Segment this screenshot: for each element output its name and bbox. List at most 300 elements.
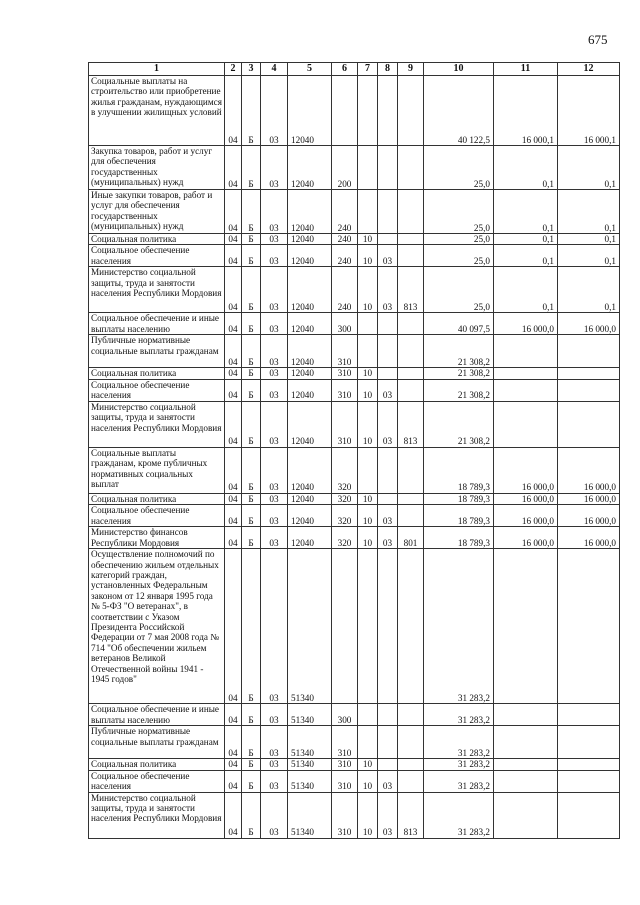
cell-col-7	[358, 76, 378, 146]
cell-col-12	[558, 770, 620, 792]
cell-col-11	[494, 704, 558, 726]
row-name	[89, 527, 225, 549]
cell-col-6: 300	[332, 704, 358, 726]
row-name-text: Министерство социальной защиты, труда и занятости населения Республики Мордовия	[91, 792, 222, 824]
row-name	[89, 549, 225, 704]
cell-col-8: 03	[378, 245, 398, 267]
cell-col-4: 03	[261, 245, 288, 267]
cell-col-2: 04	[225, 505, 242, 527]
cell-col-8: 03	[378, 267, 398, 313]
cell-col-2: 04	[225, 527, 242, 549]
cell-col-8	[378, 549, 398, 704]
cell-col-11	[494, 379, 558, 401]
cell-col-9	[398, 146, 424, 190]
cell-col-11	[494, 335, 558, 368]
cell-col-4: 03	[261, 379, 288, 401]
cell-col-6: 310	[332, 379, 358, 401]
cell-col-9	[398, 505, 424, 527]
cell-col-3: Б	[242, 527, 261, 549]
cell-col-5: 12040	[288, 146, 332, 190]
cell-col-3: Б	[242, 245, 261, 267]
cell-col-9: 801	[398, 527, 424, 549]
row-name	[89, 379, 225, 401]
cell-col-5: 12040	[288, 447, 332, 493]
row-name	[89, 792, 225, 838]
cell-col-11: 0,1	[494, 245, 558, 267]
cell-col-2: 04	[225, 313, 242, 335]
table-row	[89, 234, 620, 245]
cell-col-10: 31 283,2	[424, 704, 494, 726]
cell-col-11	[494, 792, 558, 838]
row-name-text: Министерство социальной защиты, труда и занятости населения Республики Мордовия	[91, 401, 222, 433]
cell-col-5: 12040	[288, 313, 332, 335]
cell-col-3: Б	[242, 704, 261, 726]
cell-col-11: 0,1	[494, 146, 558, 190]
budget-table	[88, 62, 620, 839]
cell-col-5: 12040	[288, 368, 332, 379]
cell-col-5: 51340	[288, 549, 332, 704]
cell-col-10: 25,0	[424, 146, 494, 190]
cell-col-9	[398, 379, 424, 401]
header-row	[89, 63, 620, 76]
cell-col-10: 18 789,3	[424, 493, 494, 504]
cell-col-7	[358, 313, 378, 335]
cell-col-3: Б	[242, 759, 261, 770]
cell-col-3: Б	[242, 379, 261, 401]
cell-col-4: 03	[261, 759, 288, 770]
cell-col-8	[378, 313, 398, 335]
cell-col-10: 21 308,2	[424, 379, 494, 401]
row-name	[89, 76, 225, 146]
cell-col-9	[398, 245, 424, 267]
cell-col-11	[494, 368, 558, 379]
cell-col-10: 25,0	[424, 234, 494, 245]
row-name-text: Министерство социальной защиты, труда и занятости населения Республики Мордовия	[91, 267, 222, 299]
cell-col-10: 21 308,2	[424, 335, 494, 368]
cell-col-5: 12040	[288, 493, 332, 504]
cell-col-5: 51340	[288, 704, 332, 726]
cell-col-8	[378, 726, 398, 759]
cell-col-11	[494, 549, 558, 704]
table-row	[89, 704, 620, 726]
cell-col-7	[358, 726, 378, 759]
cell-col-11: 16 000,0	[494, 493, 558, 504]
cell-col-5: 12040	[288, 234, 332, 245]
cell-col-12	[558, 368, 620, 379]
cell-col-4: 03	[261, 792, 288, 838]
column-header-3: 3	[242, 63, 261, 76]
cell-col-4: 03	[261, 505, 288, 527]
row-name-text: Социальная политика	[91, 759, 177, 770]
cell-col-10: 18 789,3	[424, 527, 494, 549]
cell-col-9	[398, 447, 424, 493]
cell-col-5: 51340	[288, 759, 332, 770]
cell-col-7: 10	[358, 505, 378, 527]
cell-col-3: Б	[242, 447, 261, 493]
cell-col-2: 04	[225, 726, 242, 759]
cell-col-6: 240	[332, 234, 358, 245]
cell-col-10: 21 308,2	[424, 368, 494, 379]
cell-col-2: 04	[225, 76, 242, 146]
cell-col-12: 16 000,0	[558, 505, 620, 527]
row-name-text: Публичные нормативные социальные выплаты гражданам	[91, 335, 219, 356]
row-name-text: Осуществление полномочий по обеспечению жильем отдельных категорий граждан, установленных Федеральным законом от 12 января 1995 года № 5-ФЗ "О ветеранах", в соответствии с Указом Президента Российской Федерации от 7 мая 2008 года № 714 "Об обеспечении жильем ветеранов Великой Отечественной войны 1941 - 1945 годов"	[91, 549, 220, 685]
row-name-text: Социальные выплаты на строительство или приобретение жилья гражданам, нуждающимся в улучшении жилищных условий	[91, 76, 222, 118]
cell-col-3: Б	[242, 726, 261, 759]
cell-col-4: 03	[261, 726, 288, 759]
cell-col-8: 03	[378, 505, 398, 527]
row-name-text: Социальная политика	[91, 368, 177, 379]
cell-col-10: 31 283,2	[424, 759, 494, 770]
cell-col-2: 04	[225, 245, 242, 267]
cell-col-9: 813	[398, 401, 424, 447]
cell-col-12: 0,1	[558, 234, 620, 245]
cell-col-4: 03	[261, 234, 288, 245]
column-header-5: 5	[288, 63, 332, 76]
cell-col-4: 03	[261, 770, 288, 792]
cell-col-7: 10	[358, 792, 378, 838]
row-name-text: Социальное обеспечение населения	[91, 505, 190, 526]
cell-col-9	[398, 549, 424, 704]
row-name-text: Министерство финансов Республики Мордовия	[91, 527, 188, 548]
cell-col-9: 813	[398, 267, 424, 313]
cell-col-3: Б	[242, 234, 261, 245]
cell-col-2: 04	[225, 759, 242, 770]
cell-col-7: 10	[358, 245, 378, 267]
cell-col-4: 03	[261, 527, 288, 549]
row-name-text: Иные закупки товаров, работ и услуг для обеспечения государственных (муниципальных) нужд	[91, 190, 213, 232]
cell-col-4: 03	[261, 190, 288, 234]
cell-col-3: Б	[242, 368, 261, 379]
cell-col-3: Б	[242, 770, 261, 792]
cell-col-12	[558, 704, 620, 726]
row-name-text: Публичные нормативные социальные выплаты гражданам	[91, 726, 219, 747]
column-header-8: 8	[378, 63, 398, 76]
cell-col-10: 21 308,2	[424, 401, 494, 447]
cell-col-6: 310	[332, 401, 358, 447]
table-body	[89, 76, 620, 839]
cell-col-11: 16 000,1	[494, 76, 558, 146]
column-header-12: 12	[558, 63, 620, 76]
row-name-text: Социальное обеспечение населения	[91, 379, 190, 401]
cell-col-5: 12040	[288, 401, 332, 447]
cell-col-11	[494, 401, 558, 447]
table-row	[89, 313, 620, 335]
page-number: 675	[588, 32, 608, 47]
cell-col-5: 51340	[288, 792, 332, 838]
cell-col-6: 240	[332, 245, 358, 267]
cell-col-6: 240	[332, 267, 358, 313]
row-name	[89, 313, 225, 335]
cell-col-2: 04	[225, 379, 242, 401]
cell-col-2: 04	[225, 190, 242, 234]
cell-col-7: 10	[358, 379, 378, 401]
cell-col-7	[358, 549, 378, 704]
row-name	[89, 335, 225, 368]
table-row	[89, 549, 620, 704]
column-header-2: 2	[225, 63, 242, 76]
row-name	[89, 267, 225, 313]
cell-col-10: 31 283,2	[424, 770, 494, 792]
row-name-text: Закупка товаров, работ и услуг для обеспечения государственных (муниципальных) нужд	[91, 146, 213, 188]
cell-col-7: 10	[358, 267, 378, 313]
table-row	[89, 368, 620, 379]
column-header-9: 9	[398, 63, 424, 76]
cell-col-10: 40 097,5	[424, 313, 494, 335]
cell-col-8	[378, 447, 398, 493]
row-name	[89, 190, 225, 234]
cell-col-4: 03	[261, 146, 288, 190]
table-row	[89, 505, 620, 527]
cell-col-8	[378, 146, 398, 190]
cell-col-3: Б	[242, 76, 261, 146]
cell-col-3: Б	[242, 792, 261, 838]
cell-col-6	[332, 549, 358, 704]
cell-col-12	[558, 379, 620, 401]
cell-col-10: 40 122,5	[424, 76, 494, 146]
row-name-text: Социальное обеспечение населения	[91, 770, 190, 792]
cell-col-4: 03	[261, 401, 288, 447]
cell-col-7: 10	[358, 493, 378, 504]
cell-col-12	[558, 726, 620, 759]
cell-col-11: 16 000,0	[494, 505, 558, 527]
cell-col-6: 200	[332, 146, 358, 190]
table-row	[89, 335, 620, 368]
cell-col-8: 03	[378, 379, 398, 401]
cell-col-7: 10	[358, 401, 378, 447]
cell-col-9	[398, 704, 424, 726]
cell-col-10: 25,0	[424, 245, 494, 267]
cell-col-12: 16 000,1	[558, 76, 620, 146]
cell-col-2: 04	[225, 447, 242, 493]
column-header-1: 1	[89, 63, 225, 76]
cell-col-3: Б	[242, 493, 261, 504]
column-header-7: 7	[358, 63, 378, 76]
cell-col-3: Б	[242, 401, 261, 447]
cell-col-8	[378, 759, 398, 770]
cell-col-10: 25,0	[424, 190, 494, 234]
cell-col-5: 12040	[288, 190, 332, 234]
table-row	[89, 401, 620, 447]
cell-col-12: 16 000,0	[558, 527, 620, 549]
cell-col-9	[398, 759, 424, 770]
column-header-6: 6	[332, 63, 358, 76]
cell-col-11: 0,1	[494, 190, 558, 234]
cell-col-6: 320	[332, 527, 358, 549]
table-row	[89, 447, 620, 493]
cell-col-7	[358, 335, 378, 368]
cell-col-7	[358, 146, 378, 190]
table-row	[89, 792, 620, 838]
cell-col-12: 16 000,0	[558, 447, 620, 493]
cell-col-7	[358, 190, 378, 234]
cell-col-9	[398, 770, 424, 792]
row-name-text: Социальная политика	[91, 234, 177, 244]
row-name	[89, 368, 225, 379]
row-name	[89, 401, 225, 447]
row-name-text: Социальная политика	[91, 493, 177, 504]
cell-col-5: 51340	[288, 770, 332, 792]
cell-col-7	[358, 447, 378, 493]
cell-col-5: 12040	[288, 505, 332, 527]
cell-col-7: 10	[358, 759, 378, 770]
row-name	[89, 770, 225, 792]
cell-col-9	[398, 313, 424, 335]
cell-col-6: 310	[332, 770, 358, 792]
cell-col-9	[398, 190, 424, 234]
cell-col-2: 04	[225, 493, 242, 504]
cell-col-5: 51340	[288, 726, 332, 759]
cell-col-6: 310	[332, 792, 358, 838]
cell-col-12	[558, 759, 620, 770]
table-row	[89, 770, 620, 792]
row-name	[89, 447, 225, 493]
cell-col-5: 12040	[288, 76, 332, 146]
cell-col-9	[398, 335, 424, 368]
cell-col-11: 16 000,0	[494, 527, 558, 549]
table-row	[89, 379, 620, 401]
cell-col-2: 04	[225, 368, 242, 379]
cell-col-9	[398, 76, 424, 146]
cell-col-8: 03	[378, 401, 398, 447]
cell-col-8	[378, 493, 398, 504]
cell-col-12: 0,1	[558, 245, 620, 267]
cell-col-9	[398, 493, 424, 504]
cell-col-6: 310	[332, 368, 358, 379]
cell-col-12: 16 000,0	[558, 493, 620, 504]
cell-col-6: 320	[332, 447, 358, 493]
cell-col-10: 18 789,3	[424, 447, 494, 493]
cell-col-3: Б	[242, 146, 261, 190]
cell-col-4: 03	[261, 447, 288, 493]
cell-col-4: 03	[261, 493, 288, 504]
row-name	[89, 759, 225, 770]
row-name-text: Социальное обеспечение населения	[91, 245, 190, 266]
cell-col-8: 03	[378, 792, 398, 838]
cell-col-7: 10	[358, 368, 378, 379]
cell-col-8	[378, 190, 398, 234]
cell-col-3: Б	[242, 335, 261, 368]
cell-col-12: 0,1	[558, 190, 620, 234]
cell-col-10: 31 283,2	[424, 726, 494, 759]
table-row	[89, 190, 620, 234]
cell-col-4: 03	[261, 76, 288, 146]
cell-col-2: 04	[225, 792, 242, 838]
table-row	[89, 493, 620, 504]
column-header-10: 10	[424, 63, 494, 76]
cell-col-6: 310	[332, 759, 358, 770]
cell-col-3: Б	[242, 190, 261, 234]
cell-col-2: 04	[225, 549, 242, 704]
cell-col-3: Б	[242, 505, 261, 527]
cell-col-7	[358, 704, 378, 726]
cell-col-11	[494, 726, 558, 759]
cell-col-6	[332, 76, 358, 146]
row-name-text: Социальное обеспечение и иные выплаты населению	[91, 704, 219, 725]
row-name	[89, 505, 225, 527]
cell-col-2: 04	[225, 234, 242, 245]
row-name-text: Социальное обеспечение и иные выплаты населению	[91, 313, 219, 334]
cell-col-8	[378, 335, 398, 368]
cell-col-4: 03	[261, 549, 288, 704]
cell-col-12: 0,1	[558, 267, 620, 313]
table-row	[89, 726, 620, 759]
cell-col-2: 04	[225, 770, 242, 792]
row-name	[89, 493, 225, 504]
cell-col-10: 18 789,3	[424, 505, 494, 527]
row-name	[89, 146, 225, 190]
table-row	[89, 245, 620, 267]
cell-col-4: 03	[261, 335, 288, 368]
row-name	[89, 726, 225, 759]
cell-col-6: 320	[332, 505, 358, 527]
cell-col-12: 0,1	[558, 146, 620, 190]
cell-col-6: 310	[332, 335, 358, 368]
cell-col-3: Б	[242, 267, 261, 313]
cell-col-4: 03	[261, 267, 288, 313]
cell-col-6: 240	[332, 190, 358, 234]
cell-col-6: 310	[332, 726, 358, 759]
cell-col-11: 0,1	[494, 267, 558, 313]
cell-col-12	[558, 792, 620, 838]
cell-col-9	[398, 726, 424, 759]
cell-col-11	[494, 770, 558, 792]
cell-col-10: 31 283,2	[424, 792, 494, 838]
column-header-11: 11	[494, 63, 558, 76]
cell-col-6: 320	[332, 493, 358, 504]
table-row	[89, 76, 620, 146]
cell-col-4: 03	[261, 313, 288, 335]
cell-col-7: 10	[358, 527, 378, 549]
table-row	[89, 527, 620, 549]
cell-col-8: 03	[378, 527, 398, 549]
cell-col-7: 10	[358, 770, 378, 792]
cell-col-4: 03	[261, 368, 288, 379]
cell-col-10: 25,0	[424, 267, 494, 313]
cell-col-11: 16 000,0	[494, 313, 558, 335]
cell-col-11: 0,1	[494, 234, 558, 245]
cell-col-5: 12040	[288, 527, 332, 549]
cell-col-6: 300	[332, 313, 358, 335]
cell-col-2: 04	[225, 335, 242, 368]
cell-col-2: 04	[225, 401, 242, 447]
cell-col-7: 10	[358, 234, 378, 245]
cell-col-2: 04	[225, 146, 242, 190]
cell-col-8: 03	[378, 770, 398, 792]
cell-col-5: 12040	[288, 267, 332, 313]
cell-col-5: 12040	[288, 335, 332, 368]
cell-col-12: 16 000,0	[558, 313, 620, 335]
cell-col-12	[558, 401, 620, 447]
cell-col-11	[494, 759, 558, 770]
cell-col-5: 12040	[288, 245, 332, 267]
cell-col-2: 04	[225, 704, 242, 726]
table-row	[89, 267, 620, 313]
cell-col-8	[378, 368, 398, 379]
cell-col-3: Б	[242, 313, 261, 335]
cell-col-9	[398, 234, 424, 245]
cell-col-8	[378, 234, 398, 245]
row-name	[89, 245, 225, 267]
column-header-4: 4	[261, 63, 288, 76]
table-row	[89, 146, 620, 190]
cell-col-9: 813	[398, 792, 424, 838]
cell-col-9	[398, 368, 424, 379]
row-name	[89, 234, 225, 245]
cell-col-11: 16 000,0	[494, 447, 558, 493]
row-name-text: Социальные выплаты гражданам, кроме публичных нормативных социальных выплат	[91, 447, 208, 490]
cell-col-8	[378, 704, 398, 726]
